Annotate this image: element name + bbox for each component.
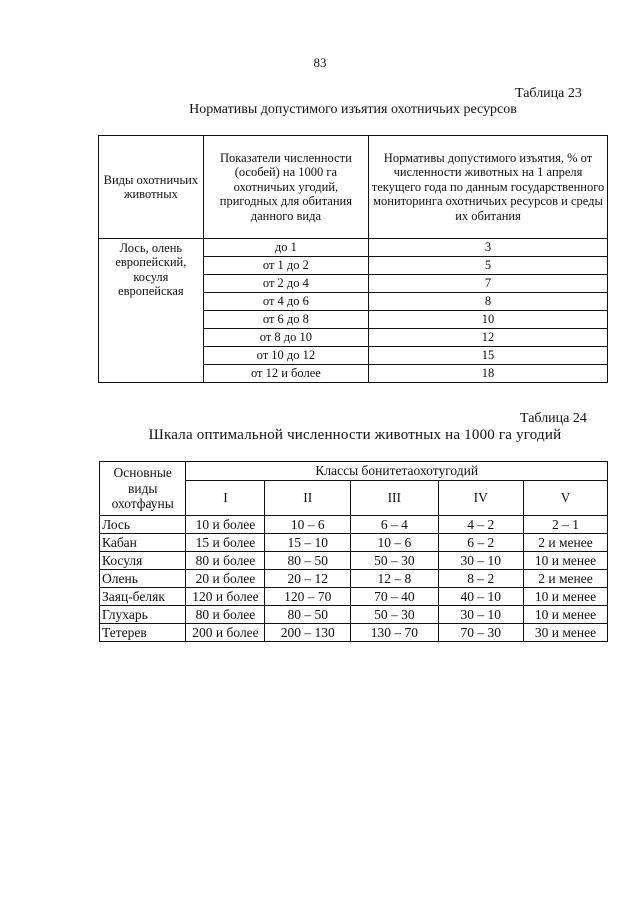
- class-header-2: II: [265, 481, 351, 516]
- value-cell: 30 – 10: [438, 552, 523, 570]
- value-cell: 15 – 10: [265, 534, 351, 552]
- norm-cell: 10: [369, 311, 608, 329]
- density-cell: от 10 до 12: [203, 347, 368, 365]
- value-cell: 2 и менее: [524, 534, 608, 552]
- species-name: Косуля: [100, 552, 186, 570]
- optimal-density-table: [99, 461, 608, 642]
- value-cell: 30 – 10: [438, 606, 523, 624]
- value-cell: 2 – 1: [524, 516, 608, 534]
- value-cell: 130 – 70: [351, 624, 439, 642]
- density-cell: до 1: [203, 239, 368, 257]
- page-number: 83: [313, 55, 327, 70]
- value-cell: 200 – 130: [265, 624, 351, 642]
- species-name: Заяц-беляк: [100, 588, 186, 606]
- value-cell: 10 и менее: [524, 606, 608, 624]
- value-cell: 10 и менее: [524, 588, 608, 606]
- table-24-label: Таблица 24: [520, 411, 587, 426]
- species-cell: Лось, олень европейский, косуля европейская: [99, 239, 204, 383]
- norm-cell: 7: [369, 275, 608, 293]
- harvest-norms-table: [98, 135, 608, 383]
- header-species: Виды охотничьих животных: [99, 136, 204, 239]
- class-header-4: IV: [438, 481, 523, 516]
- header-main-species: Основные виды охотфауны: [100, 462, 186, 516]
- density-cell: от 12 и более: [203, 365, 368, 383]
- density-cell: от 8 до 10: [203, 329, 368, 347]
- norm-cell: 5: [369, 257, 608, 275]
- table-row: [100, 570, 608, 588]
- value-cell: 20 и более: [186, 570, 265, 588]
- value-cell: 80 – 50: [265, 552, 351, 570]
- value-cell: 12 – 8: [351, 570, 439, 588]
- density-cell: от 4 до 6: [203, 293, 368, 311]
- norm-cell: 18: [369, 365, 608, 383]
- table-24-title: Шкала оптимальной численности животных на 1000 га угодий: [148, 427, 562, 443]
- value-cell: 2 и менее: [524, 570, 608, 588]
- value-cell: 70 – 30: [438, 624, 523, 642]
- table-row: [100, 552, 608, 570]
- norm-cell: 12: [369, 329, 608, 347]
- header-bonitet-classes: Классы бонитетаохотугодий: [186, 462, 608, 481]
- norm-cell: 8: [369, 293, 608, 311]
- class-header-5: V: [524, 481, 608, 516]
- value-cell: 120 – 70: [265, 588, 351, 606]
- value-cell: 50 – 30: [351, 552, 439, 570]
- table-23-label: Таблица 23: [515, 86, 582, 101]
- value-cell: 10 и более: [186, 516, 265, 534]
- value-cell: 10 – 6: [351, 534, 439, 552]
- density-cell: от 6 до 8: [203, 311, 368, 329]
- value-cell: 4 – 2: [438, 516, 523, 534]
- table-row: [99, 239, 608, 257]
- value-cell: 8 – 2: [438, 570, 523, 588]
- species-name: Тетерев: [100, 624, 186, 642]
- value-cell: 6 – 2: [438, 534, 523, 552]
- table-row: [100, 624, 608, 642]
- value-cell: 40 – 10: [438, 588, 523, 606]
- header-harvest-norm: Нормативы допустимого изъятия, % от численности животных на 1 апреля текущего года по данным государственного мониторинга охотничьих ресурсов и среды их обитания: [369, 136, 608, 239]
- table-row: [100, 606, 608, 624]
- value-cell: 50 – 30: [351, 606, 439, 624]
- species-name: Глухарь: [100, 606, 186, 624]
- species-name: Кабан: [100, 534, 186, 552]
- value-cell: 15 и более: [186, 534, 265, 552]
- table-23-title: Нормативы допустимого изъятия охотничьих ресурсов: [189, 102, 517, 117]
- species-name: Лось: [100, 516, 186, 534]
- species-name: Олень: [100, 570, 186, 588]
- table-row: [100, 534, 608, 552]
- table-row: [100, 588, 608, 606]
- density-cell: от 2 до 4: [203, 275, 368, 293]
- density-cell: от 1 до 2: [203, 257, 368, 275]
- value-cell: 70 – 40: [351, 588, 439, 606]
- class-header-3: III: [351, 481, 439, 516]
- value-cell: 10 – 6: [265, 516, 351, 534]
- value-cell: 30 и менее: [524, 624, 608, 642]
- class-header-1: I: [186, 481, 265, 516]
- value-cell: 10 и менее: [524, 552, 608, 570]
- value-cell: 200 и более: [186, 624, 265, 642]
- norm-cell: 15: [369, 347, 608, 365]
- header-density: Показатели численности (особей) на 1000 га охотничьих угодий, пригодных для обитания данного вида: [203, 136, 368, 239]
- value-cell: 20 – 12: [265, 570, 351, 588]
- value-cell: 80 – 50: [265, 606, 351, 624]
- value-cell: 80 и более: [186, 606, 265, 624]
- table-row: [100, 516, 608, 534]
- norm-cell: 3: [369, 239, 608, 257]
- value-cell: 80 и более: [186, 552, 265, 570]
- value-cell: 6 – 4: [351, 516, 439, 534]
- value-cell: 120 и более: [186, 588, 265, 606]
